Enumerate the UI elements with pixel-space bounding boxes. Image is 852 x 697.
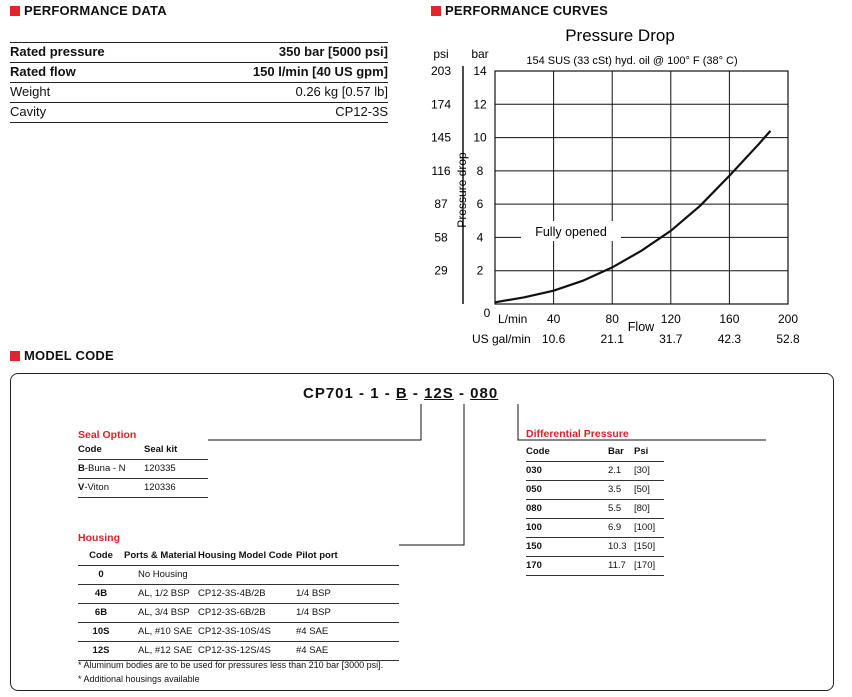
code-separator: - — [453, 385, 471, 402]
diff-header-row — [526, 443, 664, 462]
diff-code: 050 — [526, 484, 542, 495]
lmin-tick-label: 160 — [719, 312, 740, 326]
code-part-housing: 12S — [424, 385, 454, 402]
seal-row — [78, 479, 208, 498]
perf-label: Rated flow — [10, 64, 76, 79]
housing-model: CP12-3S-6B/2B — [198, 607, 266, 618]
housing-note-aluminum: * Aluminum bodies are to be used for pressures less than 210 bar [3000 psi]. — [78, 660, 384, 670]
diff-row — [526, 481, 664, 500]
diff-bar: 6.9 — [608, 522, 622, 533]
fully-opened-annotation: Fully opened — [535, 225, 607, 239]
diff-code: 150 — [526, 541, 542, 552]
housing-col-ports: Ports & Material — [124, 550, 197, 561]
seal-col-kit: Seal kit — [144, 444, 178, 455]
housing-code: 0 — [98, 569, 104, 580]
diff-row — [526, 462, 664, 481]
perf-value: 150 l/min [40 US gpm] — [252, 64, 388, 79]
bar-tick-label: 14 — [473, 64, 487, 78]
bar-tick-label: 8 — [476, 163, 484, 178]
diff-psi: [100] — [634, 522, 656, 533]
housing-ports: AL, #12 SAE — [138, 645, 193, 656]
perf-label: Rated pressure — [10, 44, 105, 59]
seal-code-letter: V — [78, 482, 85, 493]
diff-bar: 10.3 — [608, 541, 627, 552]
usgal-tick-label: 42.3 — [717, 332, 742, 346]
diff-row — [526, 538, 664, 557]
diff-code: 170 — [526, 560, 542, 571]
housing-row — [78, 585, 399, 604]
usgal-unit-label: US gal/min — [472, 332, 531, 346]
bar-tick-label: 10 — [473, 130, 487, 145]
seal-col-code: Code — [78, 444, 102, 455]
housing-ports: No Housing — [138, 569, 188, 580]
code-part-1: 1 — [370, 385, 380, 402]
diff-bar: 5.5 — [608, 503, 622, 514]
diff-bar: 2.1 — [608, 465, 622, 476]
differential-pressure-table — [526, 443, 664, 576]
code-separator: - — [379, 385, 396, 402]
diff-bar: 11.7 — [608, 560, 626, 571]
psi-tick-label: 116 — [431, 163, 451, 178]
housing-col-code: Code — [89, 550, 113, 561]
housing-model: CP12-3S-10S/4S — [198, 626, 271, 637]
seal-code-desc: -Buna - N — [84, 463, 126, 474]
y-zero-label: 0 — [483, 306, 491, 320]
housing-ports: AL, 1/2 BSP — [138, 588, 190, 599]
housing-col-model: Housing Model Code — [198, 550, 293, 561]
lmin-tick-label: 120 — [660, 312, 681, 326]
seal-option-table — [78, 441, 208, 498]
lmin-tick-label: 40 — [546, 312, 561, 326]
chart-subtitle: 154 SUS (33 cSt) hyd. oil @ 100° F (38° C) — [526, 55, 738, 67]
housing-model: CP12-3S-4B/2B — [198, 588, 266, 599]
differential-pressure-title: Differential Pressure — [526, 428, 629, 440]
housing-model — [198, 566, 296, 584]
diff-row — [526, 557, 664, 576]
housing-pilot: #4 SAE — [296, 626, 329, 637]
bar-tick-label: 2 — [476, 263, 484, 278]
lmin-tick-label: 200 — [777, 312, 799, 326]
housing-pilot: 1/4 BSP — [296, 607, 331, 618]
seal-code — [78, 479, 144, 497]
housing-row — [78, 642, 399, 661]
diff-psi: [50] — [634, 484, 650, 495]
diff-psi: [170] — [634, 560, 656, 571]
seal-row — [78, 460, 208, 479]
perf-value: 0.26 kg [0.57 lb] — [295, 84, 388, 99]
psi-tick-label: 174 — [430, 97, 452, 112]
psi-unit-label: psi — [433, 47, 449, 61]
psi-tick-label: 87 — [434, 197, 448, 212]
diff-code: 030 — [526, 465, 542, 476]
housing-header-row — [78, 547, 399, 566]
diff-row — [526, 500, 664, 519]
x-axis-label: Flow — [627, 320, 655, 334]
perf-value: 350 bar [5000 psi] — [278, 44, 388, 59]
psi-tick-label: 203 — [430, 64, 452, 78]
usgal-tick-label: 10.6 — [541, 332, 566, 346]
lmin-tick-label: 80 — [605, 312, 619, 326]
housing-ports: AL, 3/4 BSP — [138, 607, 190, 618]
housing-model: CP12-3S-12S/4S — [198, 645, 271, 656]
diff-bar: 3.5 — [608, 484, 622, 495]
diff-psi: [150] — [634, 541, 656, 552]
psi-tick-label: 145 — [430, 130, 452, 145]
seal-code — [78, 460, 144, 478]
diff-psi: [30] — [634, 465, 650, 476]
model-code-title: MODEL CODE — [24, 348, 114, 363]
housing-code: 10S — [92, 626, 110, 637]
seal-connector-line — [208, 404, 421, 440]
seal-header-row — [78, 441, 208, 460]
performance-data-title: PERFORMANCE DATA — [24, 3, 167, 18]
usgal-tick-label: 52.8 — [776, 332, 800, 346]
housing-row — [78, 623, 399, 642]
seal-code-desc: -Viton — [84, 482, 109, 493]
housing-row — [78, 604, 399, 623]
bar-tick-label: 4 — [476, 230, 484, 245]
housing-ports: AL, #10 SAE — [138, 626, 193, 637]
housing-code: 12S — [92, 645, 110, 656]
code-separator: - — [353, 385, 371, 402]
code-part-series: CP701 — [303, 385, 354, 402]
diff-code: 100 — [526, 522, 542, 533]
housing-note-additional: * Additional housings available — [78, 674, 200, 684]
housing-table — [78, 547, 399, 661]
housing-code: 6B — [94, 607, 108, 618]
housing-connector-line — [399, 404, 464, 545]
usgal-tick-label: 31.7 — [659, 332, 683, 346]
seal-kit: 120335 — [144, 463, 176, 474]
diff-code: 080 — [526, 503, 542, 514]
seal-code-letter: B — [78, 463, 85, 474]
psi-tick-label: 58 — [434, 230, 448, 245]
performance-curves-title: PERFORMANCE CURVES — [445, 3, 608, 18]
code-part-seal: B — [395, 385, 408, 402]
diff-col-psi: Psi — [634, 446, 649, 457]
diff-psi: [80] — [634, 503, 650, 514]
diff-col-bar: Bar — [608, 446, 624, 457]
diff-col-code: Code — [526, 446, 550, 457]
chart-title: Pressure Drop — [565, 26, 675, 45]
housing-row — [78, 566, 399, 585]
housing-pilot: 1/4 BSP — [296, 588, 331, 599]
y-axis-label: Pressure drop — [455, 152, 469, 228]
bar-tick-label: 12 — [473, 97, 487, 112]
psi-tick-label: 29 — [434, 263, 448, 278]
perf-label: Weight — [10, 84, 51, 99]
bar-tick-label: 6 — [476, 197, 484, 212]
housing-pilot: #4 SAE — [296, 645, 329, 656]
housing-code: 4B — [94, 588, 108, 599]
perf-value: CP12-3S — [335, 104, 388, 119]
diff-row — [526, 519, 664, 538]
code-part-pressure: 080 — [470, 385, 499, 402]
bar-unit-label: bar — [471, 47, 489, 61]
housing-title: Housing — [78, 532, 120, 544]
perf-label: Cavity — [10, 104, 47, 119]
seal-kit: 120336 — [144, 482, 176, 493]
lmin-unit-label: L/min — [498, 312, 528, 326]
seal-option-title: Seal Option — [78, 429, 137, 441]
code-separator: - — [407, 385, 425, 402]
housing-col-pilot: Pilot port — [296, 550, 338, 561]
usgal-tick-label: 21.1 — [600, 332, 624, 346]
